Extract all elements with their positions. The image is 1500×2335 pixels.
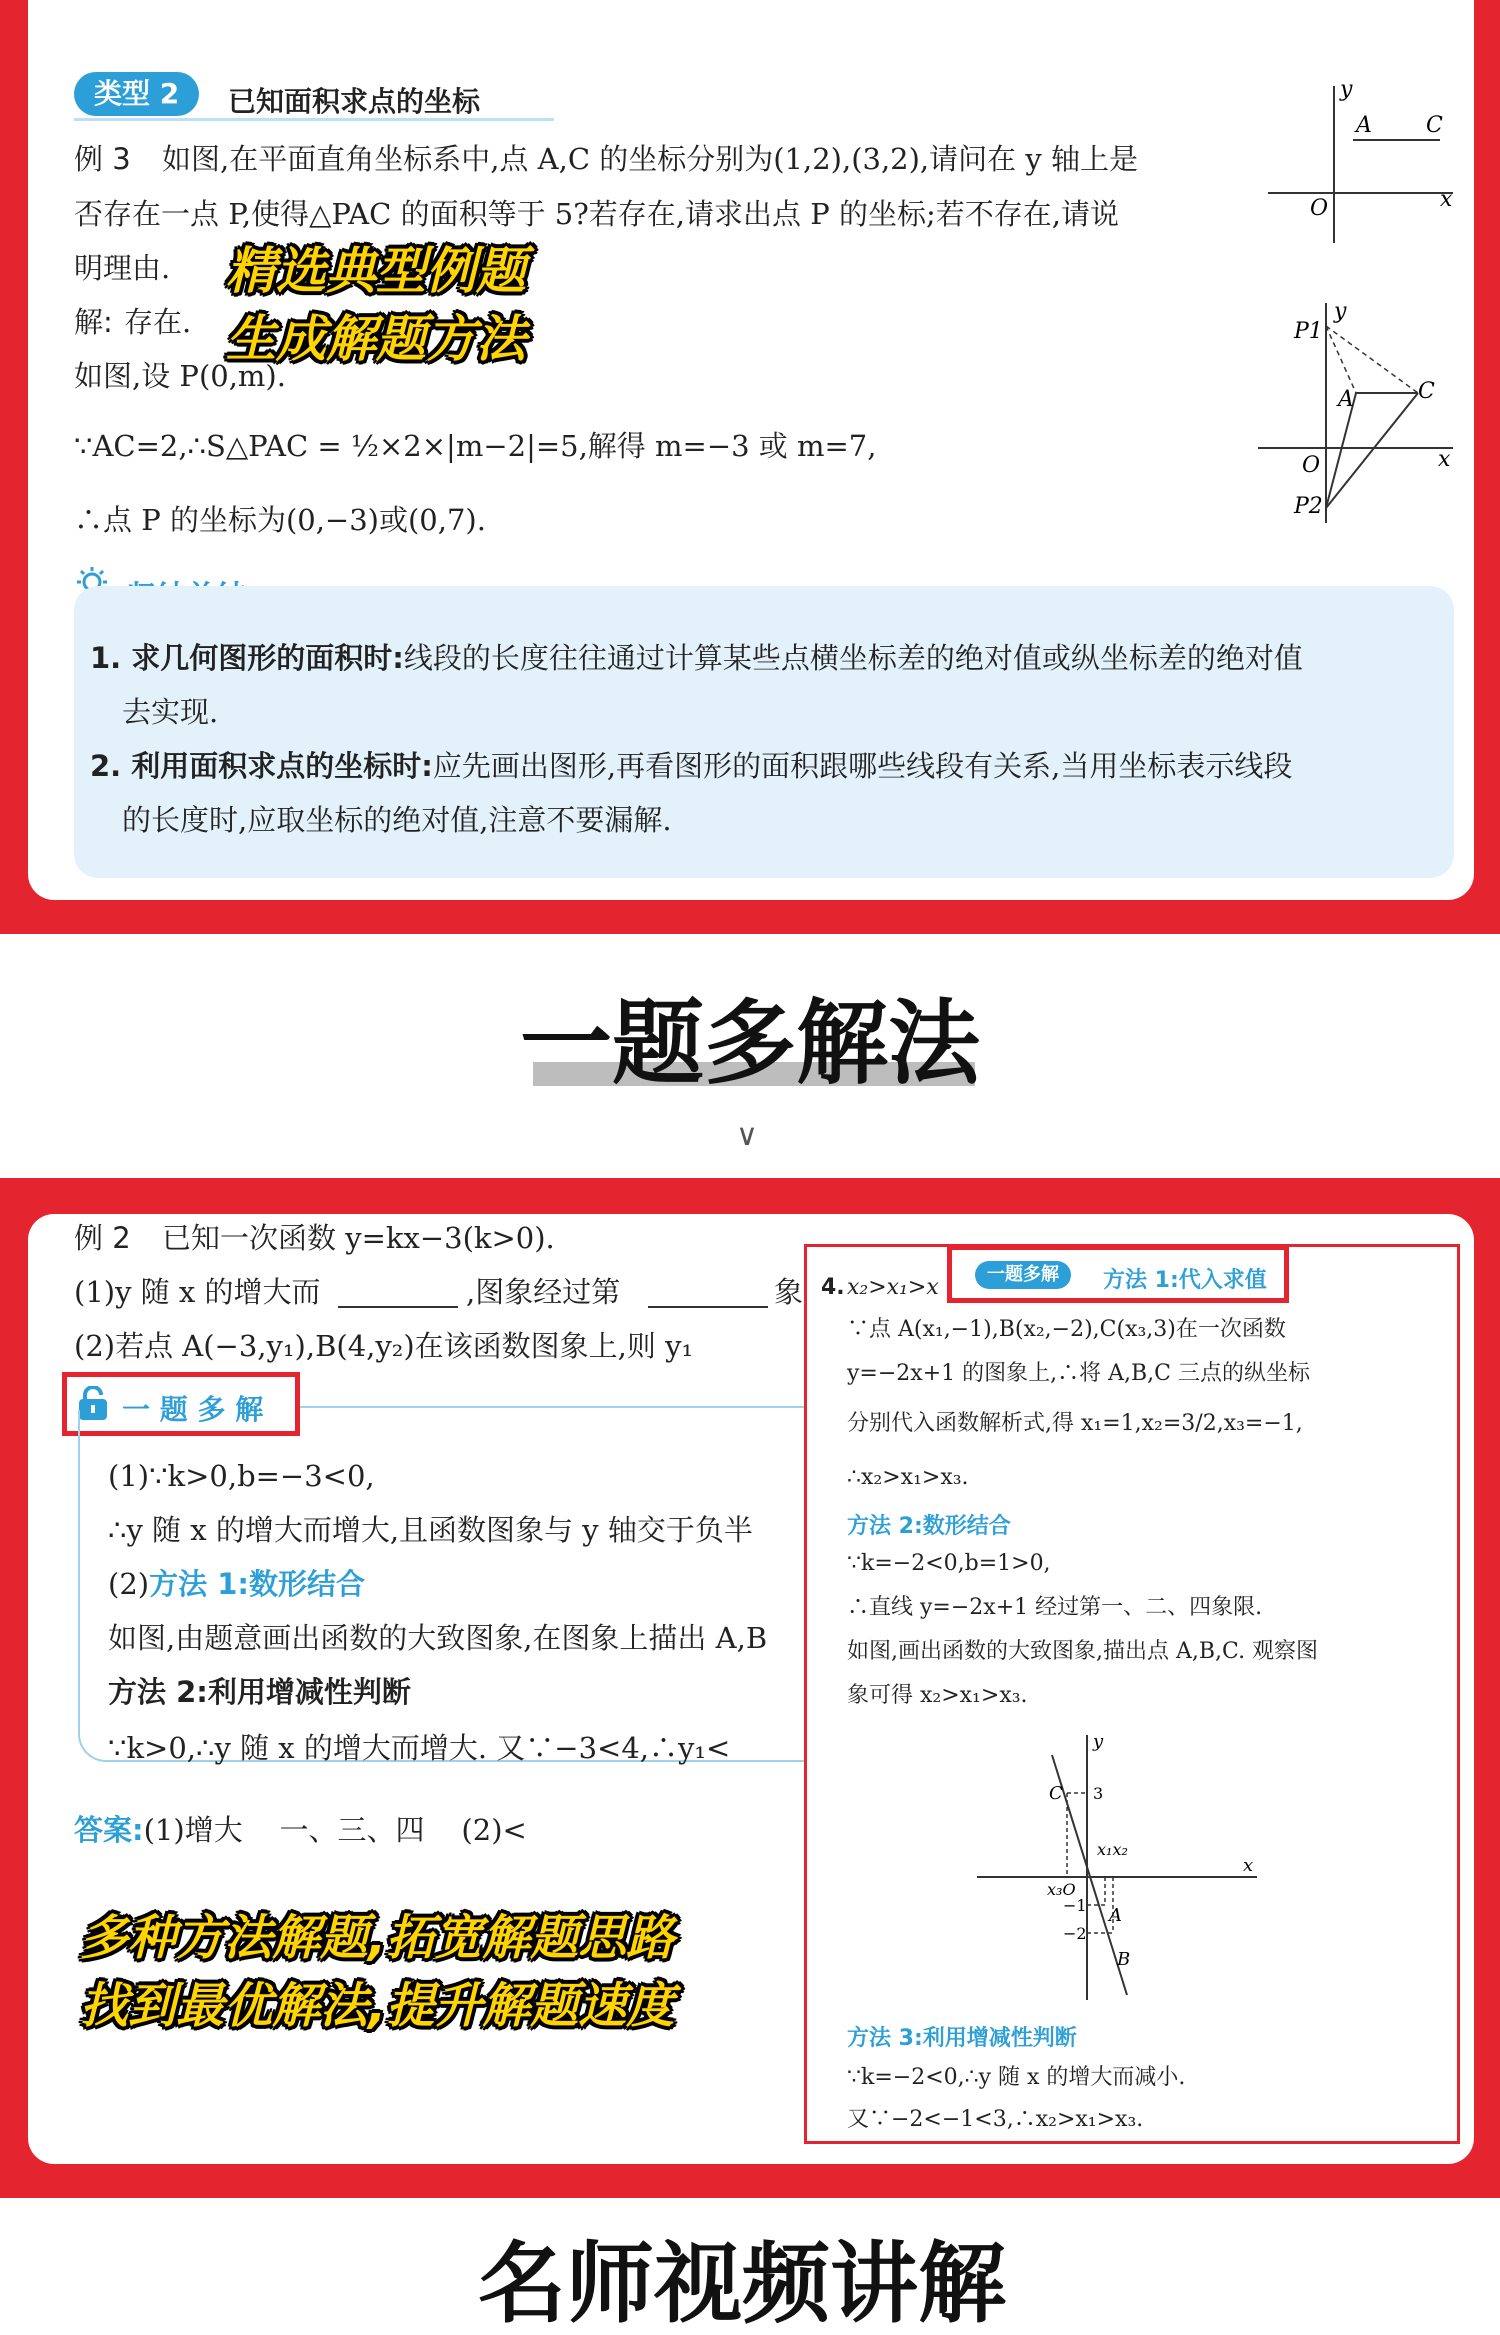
- method-2-title: 方法 2:利用增减性判断: [108, 1675, 411, 1709]
- overlay-text-2: 生成解题方法: [226, 310, 526, 368]
- question-1-part-a: (1)y 随 x 的增大而: [74, 1275, 321, 1309]
- problem-line-1: 如图,在平面直角坐标系中,点 A,C 的坐标分别为(1,2),(3,2),请问在 y 轴上是: [162, 142, 1138, 176]
- solution-line-4: ∴点 P 的坐标为(0,−3)或(0,7).: [74, 503, 486, 537]
- graph-a-label: A: [1109, 1905, 1122, 1926]
- bottom-solution-3-prefix: (2): [108, 1567, 150, 1601]
- fig1-x-label: x: [1440, 187, 1453, 212]
- fig2-y-label: y: [1334, 299, 1347, 324]
- summary-item-2-continued: 的长度时,应取坐标的绝对值,注意不要漏解.: [122, 803, 672, 837]
- answer-text: (1)增大 一、三、四 (2)<: [143, 1813, 527, 1847]
- bottom-card: [28, 1214, 1474, 2164]
- overlay-text-3: 多种方法解题,拓宽解题思路: [80, 1910, 675, 1966]
- graph-x3o-label: x₃O: [1047, 1880, 1076, 1899]
- badge-rule: [300, 1406, 820, 1408]
- question-2: (2)若点 A(−3,y₁),B(4,y₂)在该函数图象上,则 y₁: [74, 1329, 694, 1363]
- panel-method-2: 方法 2:数形结合: [847, 1514, 1011, 1539]
- panel-answer-hint: x₂>x₁>x: [847, 1275, 939, 1300]
- question-1-part-b: ,图象经过第: [466, 1275, 621, 1309]
- figure-2-triangle-graph: [1258, 298, 1458, 528]
- solution-line-3: ∵AC=2,∴S△PAC = ½×2×|m−2|=5,解得 m=−3 或 m=7,: [74, 429, 877, 463]
- panel-line-5: ∵k=−2<0,b=1>0,: [847, 1551, 1051, 1576]
- fig2-c-label: C: [1418, 379, 1435, 404]
- graph-x-label: x: [1243, 1855, 1254, 1876]
- solution-line-1: 存在.: [124, 305, 192, 339]
- graph-x1x2-label: x₁x₂: [1097, 1840, 1128, 1859]
- panel-multi-badge: 一题多解: [975, 1261, 1071, 1289]
- figure-1-coordinate-plane: [1268, 78, 1458, 248]
- problem-line-2: 否存在一点 P,使得△PAC 的面积等于 5?若存在,请求出点 P 的坐标;若不存在,请说: [74, 197, 1119, 231]
- panel-method-1: 方法 1:代入求值: [1103, 1268, 1267, 1293]
- fig2-p1-label: P1: [1294, 319, 1323, 344]
- inset-panel: [804, 1244, 1460, 2144]
- panel-method-3: 方法 3:利用增减性判断: [847, 2026, 1077, 2051]
- type-title-underline: [74, 118, 554, 121]
- method-1-title: 方法 1:数形结合: [149, 1567, 365, 1601]
- fig2-a-label: A: [1338, 387, 1354, 412]
- summary-item-1-heading: 1. 求几何图形的面积时:: [90, 641, 404, 675]
- bottom-solution-1: (1)∵k>0,b=−3<0,: [108, 1459, 375, 1493]
- summary-item-1-continued: 去实现.: [122, 695, 219, 729]
- panel-number: 4.: [821, 1275, 845, 1300]
- overlay-text-4: 找到最优解法,提升解题速度: [80, 1978, 675, 2034]
- bottom-solution-4: 如图,由题意画出函数的大致图象,在图象上描出 A,B: [108, 1621, 768, 1655]
- graph-c-label: C: [1049, 1783, 1063, 1804]
- blank-2: [648, 1306, 768, 1308]
- fig1-a-label: A: [1356, 113, 1372, 138]
- fig2-o-label: O: [1302, 453, 1321, 478]
- fig1-o-label: O: [1310, 196, 1329, 221]
- summary-item-2-heading: 2. 利用面积求点的坐标时:: [90, 749, 433, 783]
- graph-neg1-label: −1: [1063, 1896, 1087, 1915]
- overlay-text-1: 精选典型例题: [226, 242, 526, 300]
- chevron-down-icon[interactable]: ∨: [736, 1118, 758, 1153]
- bottom-example-label: 例 2: [74, 1221, 131, 1255]
- bottom-solution-2: ∴y 随 x 的增大而增大,且函数图象与 y 轴交于负半: [108, 1513, 753, 1547]
- panel-line-7: 如图,画出函数的大致图象,描出点 A,B,C. 观察图: [847, 1639, 1319, 1664]
- fig1-c-label: C: [1426, 113, 1443, 138]
- multi-solution-badge: 一 题 多 解: [122, 1393, 264, 1426]
- graph-neg2-label: −2: [1063, 1924, 1087, 1943]
- section-heading: 一题多解法: [520, 990, 981, 1097]
- problem-line-3: 明理由.: [74, 251, 171, 285]
- footer-heading: 名师视频讲解: [478, 2232, 1007, 2335]
- fig1-y-label: y: [1340, 78, 1353, 102]
- panel-line-8: 象可得 x₂>x₁>x₃.: [847, 1683, 1028, 1708]
- summary-item-2-text: 应先画出图形,再看图形的面积跟哪些线段有关系,当用坐标表示线段: [432, 749, 1293, 783]
- graph-y-label: y: [1093, 1731, 1104, 1752]
- answer-label: 答案:: [74, 1813, 144, 1847]
- bottom-problem: 已知一次函数 y=kx−3(k>0).: [162, 1221, 555, 1255]
- graph-3-label: 3: [1093, 1784, 1104, 1803]
- fig2-x-label: x: [1438, 447, 1451, 472]
- example-label: 例 3: [74, 142, 131, 176]
- solution-line-2: 如图,设 P(0,m).: [74, 359, 286, 393]
- top-card: [28, 0, 1474, 900]
- bottom-solution-6: ∵k>0,∴y 随 x 的增大而增大. 又∵−3<4,∴y₁<: [108, 1731, 731, 1765]
- panel-line-2: y=−2x+1 的图象上,∴将 A,B,C 三点的纵坐标: [847, 1361, 1310, 1386]
- panel-line-graph: [967, 1725, 1267, 2005]
- panel-line-1: ∵点 A(x₁,−1),B(x₂,−2),C(x₃,3)在一次函数: [847, 1317, 1286, 1342]
- blank-1: [338, 1306, 458, 1308]
- panel-line-6: ∴直线 y=−2x+1 经过第一、二、四象限.: [847, 1595, 1263, 1620]
- summary-item-1-text: 线段的长度往往通过计算某些点横坐标差的绝对值或纵坐标差的绝对值: [403, 641, 1303, 675]
- panel-line-9: ∵k=−2<0,∴y 随 x 的增大而减小.: [847, 2065, 1186, 2090]
- panel-line-3: 分别代入函数解析式,得 x₁=1,x₂=3/2,x₃=−1,: [847, 1411, 1303, 1436]
- type-title: 已知面积求点的坐标: [228, 85, 481, 118]
- panel-line-4: ∴x₂>x₁>x₃.: [847, 1465, 969, 1490]
- solution-label: 解:: [74, 305, 113, 339]
- fig2-p2-label: P2: [1294, 494, 1323, 519]
- panel-line-10: 又∵−2<−1<3,∴x₂>x₁>x₃.: [847, 2107, 1144, 2132]
- question-1-part-c: 象: [774, 1275, 804, 1309]
- type-badge: 类型 2: [74, 72, 199, 116]
- summary-box: [74, 586, 1454, 878]
- graph-b-label: B: [1117, 1949, 1131, 1970]
